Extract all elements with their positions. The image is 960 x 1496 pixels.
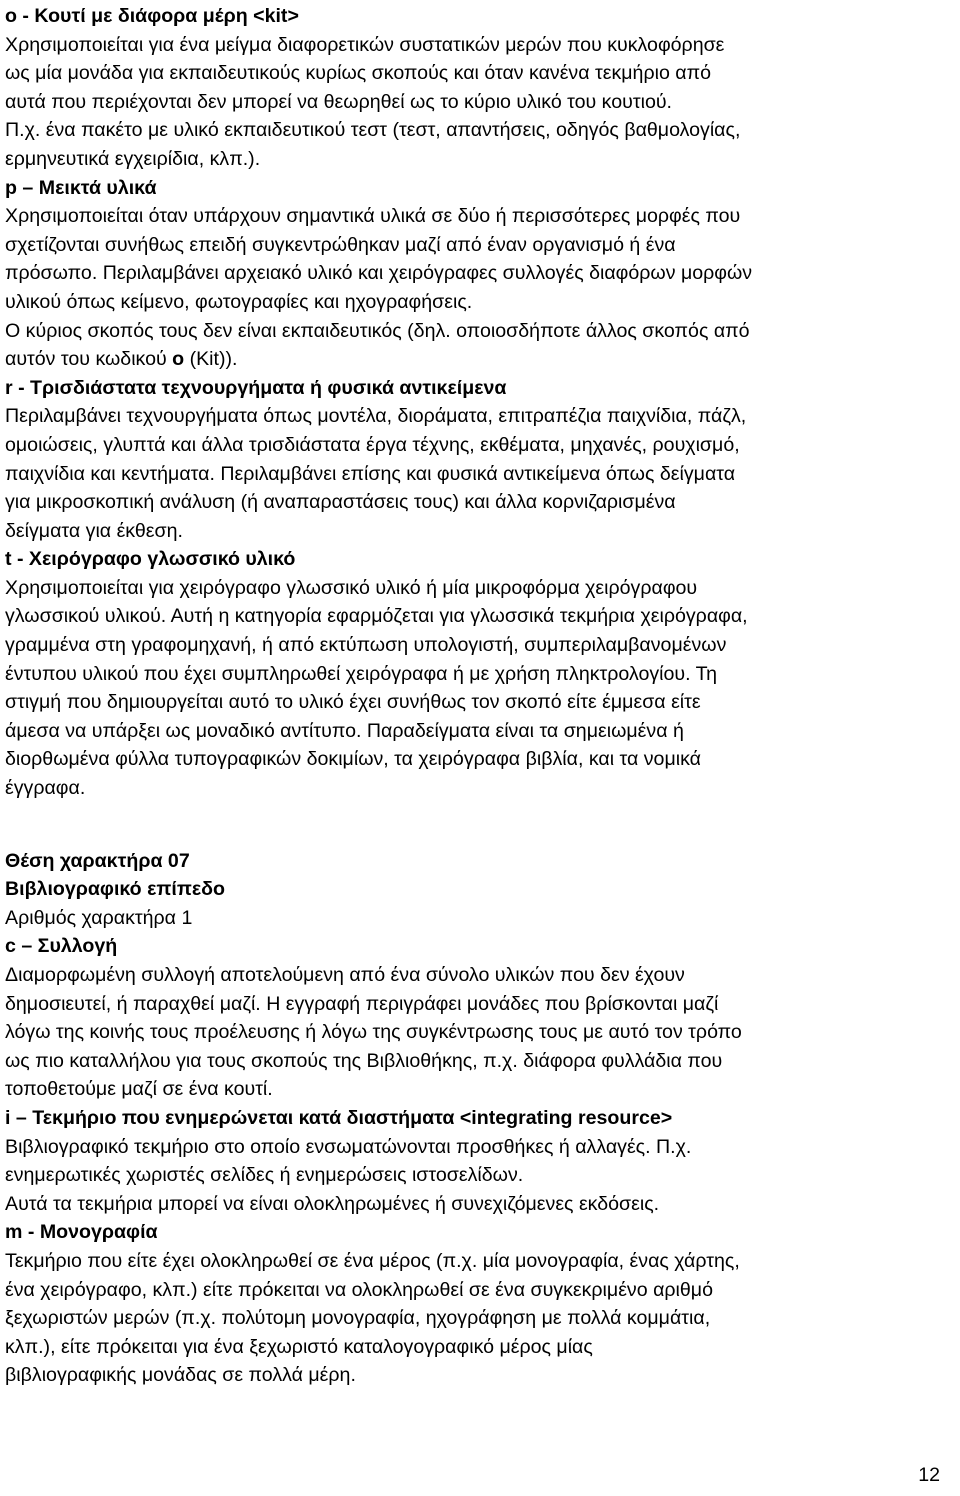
body-line: ξεχωριστών μερών (π.χ. πολύτομη μονογραφία, ηχογράφηση με πολλά κομμάτια, [5,1307,711,1330]
section-heading-integrating-resource: i – Τεκμήριο που ενημερώνεται κατά διαστήματα <integrating resource> [5,1106,673,1129]
body-line: Π.χ. ένα πακέτο με υλικό εκπαιδευτικού τεστ (τεστ, απαντήσεις, οδηγός βαθμολογίας, [5,119,741,142]
body-line: Χρησιμοποιείται για ένα μείγμα διαφορετικών συστατικών μερών που κυκλοφόρησε [5,33,725,56]
section-heading-collection: c – Συλλογή [5,935,118,958]
body-line: Χρησιμοποιείται για χειρόγραφο γλωσσικό υλικό ή μία μικροφόρμα χειρόγραφου [5,576,698,599]
body-line: ένα χειρόγραφο, κλπ.) είτε πρόκειται να ολοκληρωθεί σε ένα συγκεκριμένο αριθμό [5,1278,713,1301]
body-line: έγγραφα. [5,777,86,800]
section-heading-kit: o - Κουτί με διάφορα μέρη <kit> [5,5,299,27]
body-line: ως μία μονάδα για εκπαιδευτικούς κυρίως σκοπούς και όταν κανένα τεκμήριο από [5,62,712,85]
document-page [5,2,955,1390]
body-line: πρόσωπο. Περιλαμβάνει αρχειακό υλικό και χειρόγραφες συλλογές διαφόρων μορφών [5,262,753,285]
char-number: Αριθμός χαρακτήρα 1 [5,906,193,929]
body-line: υλικού όπως κείμενο, φωτογραφίες και ηχογραφήσεις. [5,290,473,313]
body-text: (Kit)). [184,348,238,371]
body-line: δημοσιευτεί, ή παραχθεί μαζί. Η εγγραφή περιγράφει μονάδες που βρίσκονται μαζί [5,992,719,1015]
body-line: σχετίζονται συνήθως επειδή συγκεντρώθηκαν μαζί από έναν οργανισμό ή ένα [5,233,676,256]
body-line: στιγμή που δημιουργείται αυτό το υλικό έχει συνήθως τον σκοπό είτε έμμεσα είτε [5,691,701,714]
body-line: έντυπου υλικού που έχει συμπληρωθεί χειρόγραφα ή με χρήση πληκτρολογίου. Τη [5,662,718,685]
section-gap [5,803,955,847]
body-line: γλωσσικού υλικού. Αυτή η κατηγορία εφαρμόζεται για γλωσσικά τεκμήρια χειρόγραφα, [5,605,748,628]
body-line: Περιλαμβάνει τεχνουργήματα όπως μοντέλα, διοράματα, επιτραπέζια παιχνίδια, πάζλ, [5,405,747,428]
section-heading-3d-artifacts: r - Τρισδιάστατα τεχνουργήματα ή φυσικά αντικείμενα [5,376,507,399]
body-line: δείγματα για έκθεση. [5,519,183,542]
section-heading-monograph: m - Μονογραφία [5,1221,158,1244]
body-line: αυτά που περιέχονται δεν μπορεί να θεωρηθεί ως το κύριο υλικό του κουτιού. [5,90,672,113]
body-line: κλπ.), είτε πρόκειται για ένα ξεχωριστό καταλογογραφικό μέρος μίας [5,1335,593,1358]
body-line: Διαμορφωμένη συλλογή αποτελούμενη από ένα σύνολο υλικών που δεν έχουν [5,964,685,986]
body-line: ομοιώσεις, γλυπτά και άλλα τρισδιάστατα έργα τέχνης, εκθέματα, μηχανές, ρουχισμό, [5,433,740,456]
body-line: Χρησιμοποιείται όταν υπάρχουν σημαντικά υλικά σε δύο ή περισσότερες μορφές που [5,205,741,228]
section-heading-manuscript: t - Χειρόγραφο γλωσσικό υλικό [5,548,296,571]
body-line: ερμηνευτικά εγχειρίδια, κλπ.). [5,147,261,170]
section-heading-mixed-materials: p – Μεικτά υλικά [5,176,157,199]
body-line: λόγω της κοινής τους προέλευσης ή λόγω της συγκέντρωσης τους με αυτό τον τρόπο [5,1021,742,1044]
body-line [5,345,955,374]
body-text: αυτόν του κωδικού [5,348,173,371]
body-line: για μικροσκοπική ανάλυση (ή αναπαραστάσεις τους) και άλλα κορνιζαρισμένα [5,491,676,514]
position-subtitle: Βιβλιογραφικό επίπεδο [5,878,225,901]
body-line: Αυτά τα τεκμήρια μπορεί να είναι ολοκληρωμένες ή συνεχιζόμενες εκδόσεις. [5,1192,660,1215]
body-line: ενημερωτικές χωριστές σελίδες ή ενημερώσεις ιστοσελίδων. [5,1164,524,1187]
position-title: Θέση χαρακτήρα 07 [5,849,190,872]
body-line: τοποθετούμε μαζί σε ένα κουτί. [5,1078,273,1101]
body-line: Τεκμήριο που είτε έχει ολοκληρωθεί σε ένα μέρος (π.χ. μία μονογραφία, ένας χάρτης, [5,1249,740,1272]
body-line: διορθωμένα φύλλα τυπογραφικών δοκιμίων, τα χειρόγραφα βιβλία, και τα νομικά [5,748,701,771]
body-line: άμεσα να υπάρξει ως μοναδικό αντίτυπο. Παραδείγματα είναι τα σημειωμένα ή [5,719,684,742]
body-line: παιχνίδια και κεντήματα. Περιλαμβάνει επίσης και φυσικά αντικείμενα όπως δείγματα [5,462,736,485]
body-line: Βιβλιογραφικό τεκμήριο στο οποίο ενσωματώνονται προσθήκες ή αλλαγές. Π.χ. [5,1135,692,1158]
body-line: Ο κύριος σκοπός τους δεν είναι εκπαιδευτικός (δηλ. οποιοσδήποτε άλλος σκοπός από [5,319,750,342]
body-line: γραμμένα στη γραφομηχανή, ή από εκτύπωση υπολογιστή, συμπεριλαμβανομένων [5,634,727,657]
code-reference: o [172,348,185,371]
body-line: βιβλιογραφικής μονάδας σε πολλά μέρη. [5,1364,356,1387]
page-number: 12 [918,1464,940,1486]
body-line: ως πιο καταλλήλου για τους σκοπούς της Βιβλιοθήκης, π.χ. διάφορα φυλλάδια που [5,1049,723,1072]
